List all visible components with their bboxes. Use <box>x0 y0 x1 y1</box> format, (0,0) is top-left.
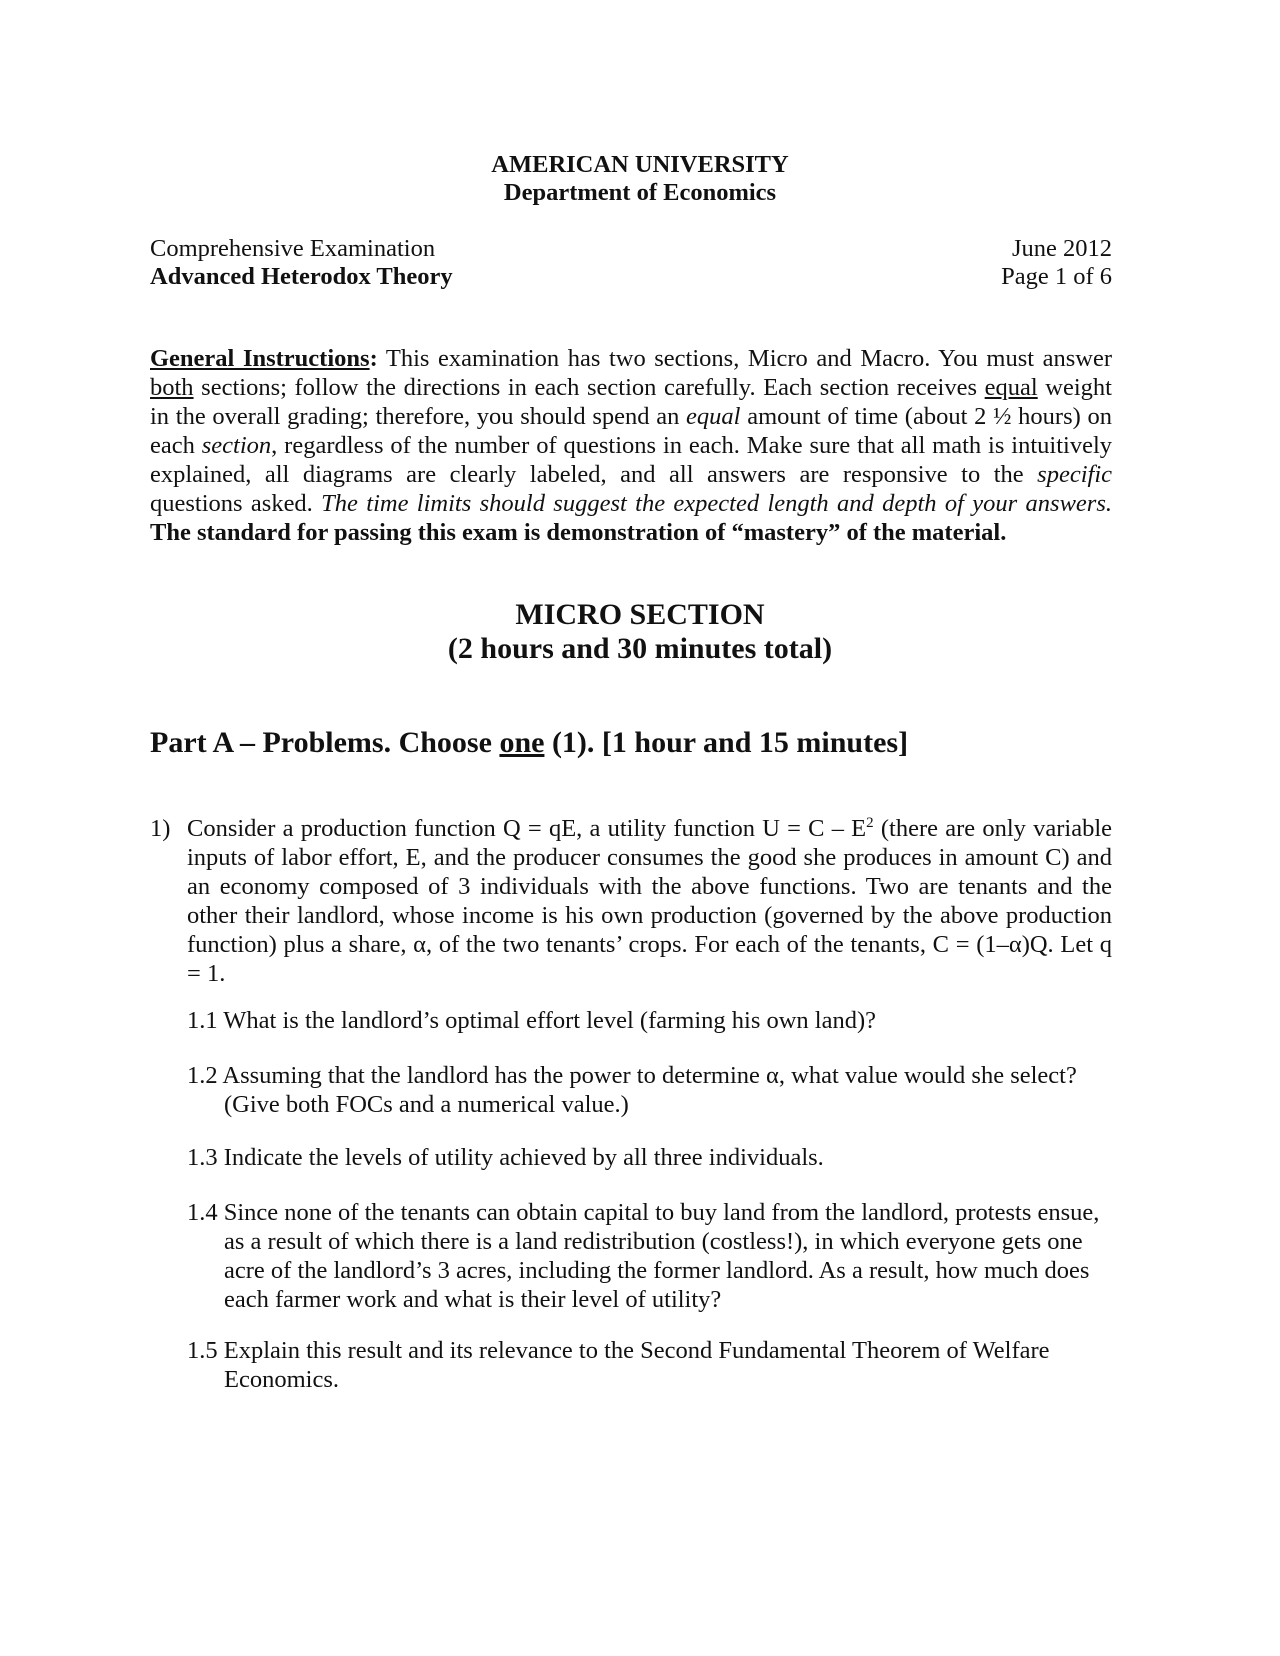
emphasis-specific: specific <box>1037 461 1112 488</box>
sub-question: 1.4 Since none of the tenants can obtain capital to buy land from the landlord, protests ensue, as a result of which there is a land redistribution (costless!), in which everyone gets one acre of the landlord’s 3 acres, including the former landlord. As a result, how much does each farmer work and what is their level of utility? <box>187 1199 1100 1313</box>
time-limits-note: The time limits should suggest the expected length and depth of your answers. <box>321 490 1113 517</box>
instructions-colon: : <box>369 345 378 372</box>
general-instructions <box>150 344 1112 547</box>
sub-question: 1.3 Indicate the levels of utility achieved by all three individuals. <box>187 1144 824 1171</box>
micro-section-time: (2 hours and 30 minutes total) <box>447 632 833 665</box>
emphasis-section: section <box>201 432 272 459</box>
instructions-text: weight in the overall grading; therefore, you should spend an <box>150 374 1112 430</box>
instructions-label: General Instructions <box>150 345 370 372</box>
emphasis-equal: equal <box>984 374 1038 401</box>
sub-question: 1.1 What is the landlord’s optimal effort level (farming his own land)? <box>187 1007 877 1034</box>
instructions-text: questions asked. <box>150 490 322 517</box>
part-a-one: one <box>499 726 545 759</box>
question-1-text <box>187 814 1112 988</box>
part-a-heading <box>150 726 908 760</box>
emphasis-both: both <box>150 374 194 401</box>
part-a-text: (1). [1 hour and 15 minutes] <box>544 726 909 759</box>
exponent: 2 <box>866 815 874 831</box>
instructions-text: , regardless of the number of questions in each. Make sure that all math is intuitively explained, all diagrams are clearly labeled, and all answers are responsive to the <box>150 432 1112 488</box>
university-name: AMERICAN UNIVERSITY <box>491 151 789 178</box>
instructions-text: sections; follow the directions in each section carefully. Each section receives <box>193 374 985 401</box>
instructions-text: This examination has two sections, Micro and Macro. You must answer <box>377 345 1113 372</box>
passing-standard: The standard for passing this exam is demonstration of “mastery” of the material. <box>150 519 1007 546</box>
exam-subject: Advanced Heterodox Theory <box>150 263 453 290</box>
instructions-text: amount of time (about 2 ½ hours) on each <box>150 403 1113 459</box>
question-text: Consider a production function Q = qE, a utility function U = C – E <box>187 815 867 842</box>
department-name: Department of Economics <box>503 179 777 206</box>
page-number: Page 1 of 6 <box>1001 263 1112 290</box>
exam-type: Comprehensive Examination <box>150 235 436 262</box>
emphasis-equal-italic: equal <box>686 403 741 430</box>
exam-date: June 2012 <box>1011 235 1112 262</box>
question-number: 1) <box>150 815 171 842</box>
sub-question: 1.2 Assuming that the landlord has the power to determine α, what value would she select? (Give both FOCs and a numerical value.) <box>187 1062 1077 1118</box>
micro-section-title: MICRO SECTION <box>515 598 765 631</box>
question-text: (there are only variable inputs of labor effort, E, and the producer consumes the good she produces in amount C) and an economy composed of 3 individuals with the above functions. Two are tenants and the other their landlord, whose income is his own production (governed by the above production function) plus a share, α, of the two tenants’ crops. For each of the tenants, C = (1–α)Q. Let q = 1. <box>187 815 1113 987</box>
sub-question: 1.5 Explain this result and its relevance to the Second Fundamental Theorem of Welfare Economics. <box>187 1337 1050 1393</box>
part-a-text: Part A – Problems. Choose <box>150 726 500 759</box>
